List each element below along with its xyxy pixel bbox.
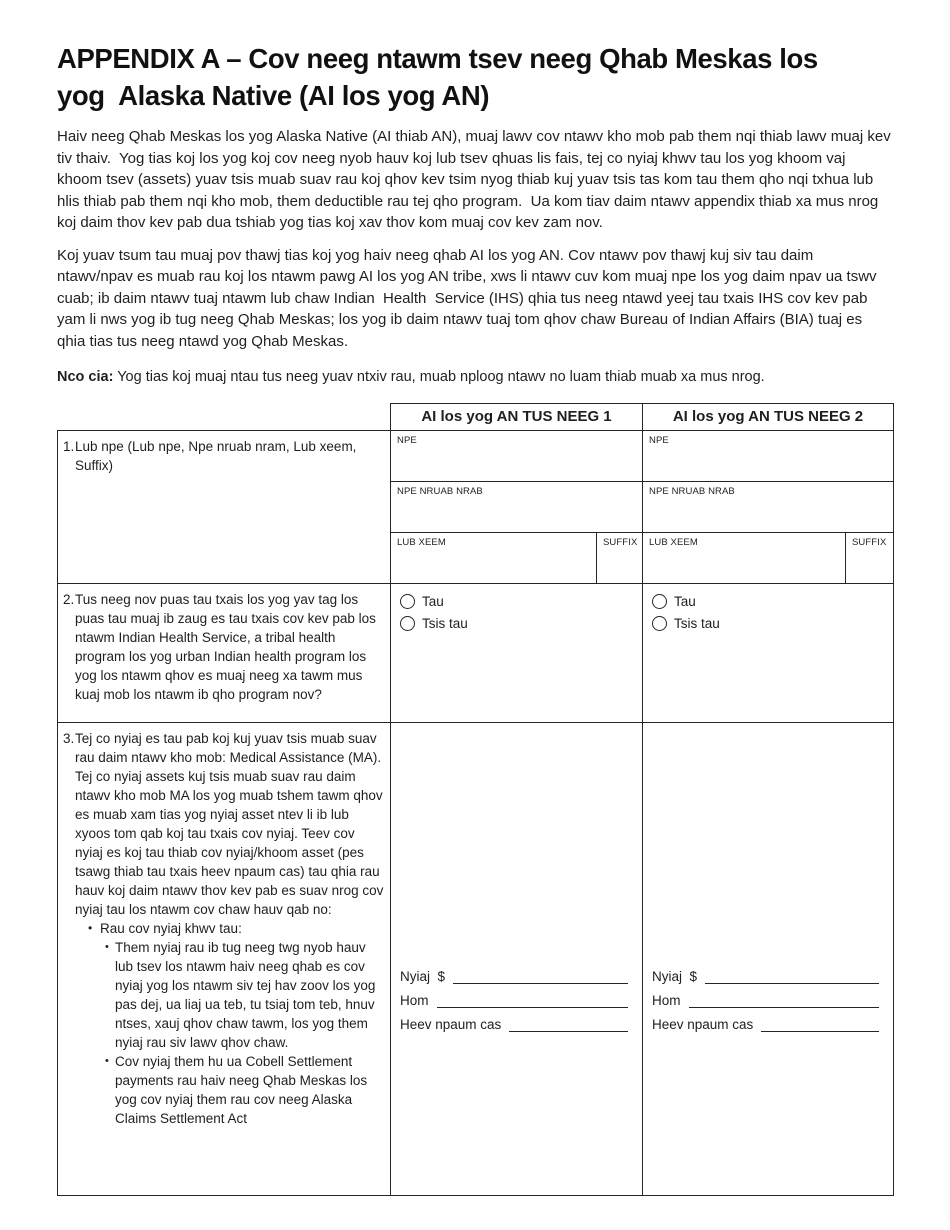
person-1-first-name-field[interactable]	[391, 431, 643, 482]
person-2-amount-field	[652, 964, 879, 988]
page-title-line-1: APPENDIX A – Cov neeg ntawm tsev neeg Qhab Meskas los	[57, 43, 818, 74]
type-input-line[interactable]	[689, 995, 879, 1008]
person-2-q2-answer-cell	[643, 584, 894, 723]
header-spacer-cell	[58, 404, 391, 431]
note-label: Nco cia:	[57, 369, 114, 385]
person-1-amount-field	[400, 964, 628, 988]
frequency-label: Heev npaum cas	[652, 1017, 754, 1032]
amount-label: Nyiaj $	[400, 969, 446, 984]
amount-input-line[interactable]	[453, 971, 628, 984]
page-title	[57, 40, 893, 114]
person-2-frequency-field	[652, 1012, 879, 1036]
middle-name-label: NPE NRUAB NRAB	[397, 486, 483, 497]
page-title-line-2: yog Alaska Native (AI los yog AN)	[57, 80, 490, 111]
person-1-last-name-field[interactable]	[391, 533, 597, 584]
table-row-q1	[58, 431, 894, 482]
type-label: Hom	[400, 993, 429, 1008]
option-tsis-tau-label: Tsis tau	[422, 616, 468, 631]
person-1-q2-answer-cell	[391, 584, 643, 723]
question-2-cell	[58, 584, 391, 723]
person-2-option-tau[interactable]	[652, 593, 893, 610]
person-1-option-tsis-tau[interactable]	[400, 615, 642, 632]
question-3-number: 3.	[63, 731, 75, 746]
question-3-cell	[58, 723, 391, 1196]
option-tau-label: Tau	[674, 594, 696, 609]
person-1-middle-name-field[interactable]	[391, 482, 643, 533]
frequency-label: Heev npaum cas	[400, 1017, 502, 1032]
person-2-suffix-field[interactable]	[846, 533, 894, 584]
question-3-text: Tej co nyiaj es tau pab koj kuj yuav tsis muab suav rau daim ntawv kho mob: Medical Assistance (MA). Tej co nyiaj assets kuj tsis muab suav rau daim ntawv kho mob MA los yog muab tshem tawm qhov es muab xam tias yog nyiaj asset ntev li ib lub xyoos tom qab koj tau txais cov nyiaj. Teev cov nyiaj es koj tau thiab cov nyiaj/khoom asset (pes tsawg thiab tau txais heev npaum cas) tau qhia rau hauv koj daim ntawv thov kev pab es suav nrog cov nyiaj tau los ntawm cov chaw hauv qab no:	[75, 731, 384, 917]
person-1-suffix-field[interactable]	[597, 533, 643, 584]
frequency-input-line[interactable]	[509, 1019, 628, 1032]
intro-paragraph-1: Haiv neeg Qhab Meskas los yog Alaska Native (AI thiab AN), muaj lawv cov ntawv kho mob pab them nqi thiab lawv muaj kev tiv thaiv. Yog tias koj los yog koj cov neeg nyob hauv koj lub tsev qhuas lis fais, tej co nyiaj khwv tau los yog khoom vaj khoom tsev (assets) yuav tsis muab suav rau koj qhov kev tsim nyog thiab kuj yuav tsis tas kom tau them qho nqi txhua lub hlis thiab pab them nqi kho mob, them deductible rau tej qho program. Ua kom tiav daim ntawv appendix thiab xa mus nrog koj daim thov kev pab dua tshiab yog tias koj xav thov kom muaj cov kev zam nov.	[57, 128, 895, 231]
question-1-cell	[58, 431, 391, 584]
suffix-label: SUFFIX	[603, 537, 638, 548]
frequency-input-line[interactable]	[761, 1019, 879, 1032]
person-2-option-tsis-tau[interactable]	[652, 615, 893, 632]
person-1-income-fields	[400, 964, 628, 1036]
type-label: Hom	[652, 993, 681, 1008]
note-text: Yog tias koj muaj ntau tus neeg yuav ntxiv rau, muab nploog ntawv no luam thiab muab xa mus nrog.	[117, 369, 765, 385]
person-2-radio-group	[652, 593, 893, 632]
person-2-last-name-field[interactable]	[643, 533, 846, 584]
amount-input-line[interactable]	[705, 971, 879, 984]
q3-bullet-1-text: Rau cov nyiaj khwv tau:	[100, 921, 242, 936]
suffix-label: SUFFIX	[852, 537, 887, 548]
radio-button-icon[interactable]	[400, 616, 415, 631]
person-2-type-field	[652, 988, 879, 1012]
person-2-middle-name-field[interactable]	[643, 482, 894, 533]
question-1-text: Lub npe (Lub npe, Npe nruab nram, Lub xeem, Suffix)	[75, 439, 357, 473]
radio-button-icon[interactable]	[652, 616, 667, 631]
person-1-radio-group	[400, 593, 642, 632]
radio-button-icon[interactable]	[652, 594, 667, 609]
person-2-first-name-field[interactable]	[643, 431, 894, 482]
person-1-option-tau[interactable]	[400, 593, 642, 610]
person-1-q3-answer-cell	[391, 723, 643, 1196]
bullet-icon: •	[105, 1055, 109, 1067]
person-2-income-fields	[652, 964, 879, 1036]
amount-label: Nyiaj $	[652, 969, 698, 984]
option-tsis-tau-label: Tsis tau	[674, 616, 720, 631]
middle-name-label: NPE NRUAB NRAB	[649, 486, 735, 497]
q3-bullet-1	[88, 919, 384, 938]
first-name-label: NPE	[397, 435, 417, 446]
q3-sub-bullet-1	[105, 938, 384, 1052]
q3-sub-bullet-2-text: Cov nyiaj them hu ua Cobell Settlement payments rau haiv neeg Qhab Meskas los yog cov nyiaj them rau cov neeg Alaska Claims Settlement Act	[115, 1054, 368, 1126]
question-2-text: Tus neeg nov puas tau txais los yog yav tag los puas tau muaj ib zaug es tau txais cov kev pab los ntawm Indian Health Service, a tribal health program los yog urban Indian health program los yog los ntawm qhov es muaj neeg xa tawm mus kuaj mob los ntawm ib qho program nov?	[75, 592, 376, 702]
table-header-row	[58, 404, 894, 431]
note-line	[57, 367, 893, 387]
last-name-label: LUB XEEM	[649, 537, 698, 548]
type-input-line[interactable]	[437, 995, 628, 1008]
person-2-header: AI los yog AN TUS NEEG 2	[643, 404, 894, 431]
intro-paragraph-2: Koj yuav tsum tau muaj pov thawj tias koj yog haiv neeg qhab AI los yog AN. Cov ntawv pov thawj kuj siv tau daim ntawv/npav es muab rau koj los ntawm pawg AI los yog AN tribe, xws li ntawv cuv kom muaj npe los yog daim npav ua tswv cuab; ib daim ntawv tuaj ntawm lub chaw Indian Health Service (IHS) qhia tus neeg ntawd yeej tau txais IHS cov kev pab yam li nws yog ib tug neeg Qhab Meskas; los yog ib daim ntawv tuaj tom qhov chaw Bureau of Indian Affairs (BIA) tuaj es qhia tias tus neeg ntawd yog Qhab Meskas.	[57, 246, 881, 350]
option-tau-label: Tau	[422, 594, 444, 609]
table-row-q2	[58, 584, 894, 723]
ai-an-persons-table	[57, 403, 894, 1196]
first-name-label: NPE	[649, 435, 669, 446]
radio-button-icon[interactable]	[400, 594, 415, 609]
question-1-number: 1.	[63, 439, 75, 454]
bullet-icon: •	[88, 921, 93, 935]
q3-sub-bullet-2	[105, 1052, 384, 1128]
bullet-icon: •	[105, 941, 109, 953]
table-row-q3	[58, 723, 894, 1196]
person-1-frequency-field	[400, 1012, 628, 1036]
person-1-type-field	[400, 988, 628, 1012]
person-1-header: AI los yog AN TUS NEEG 1	[391, 404, 643, 431]
question-2-number: 2.	[63, 592, 75, 607]
last-name-label: LUB XEEM	[397, 537, 446, 548]
person-2-q3-answer-cell	[643, 723, 894, 1196]
q3-sub-bullet-1-text: Them nyiaj rau ib tug neeg twg nyob hauv lub tsev los ntawm haiv neeg qhab es cov nyiaj yog los ntawm siv tej hav zoov los yog pas dej, ua liaj ua teb, tu tsiaj tom teb, hnuv ntses, xauj qhov chaw tawm, los yog them nyiaj rau siv lawv qhov chaw.	[115, 940, 376, 1050]
